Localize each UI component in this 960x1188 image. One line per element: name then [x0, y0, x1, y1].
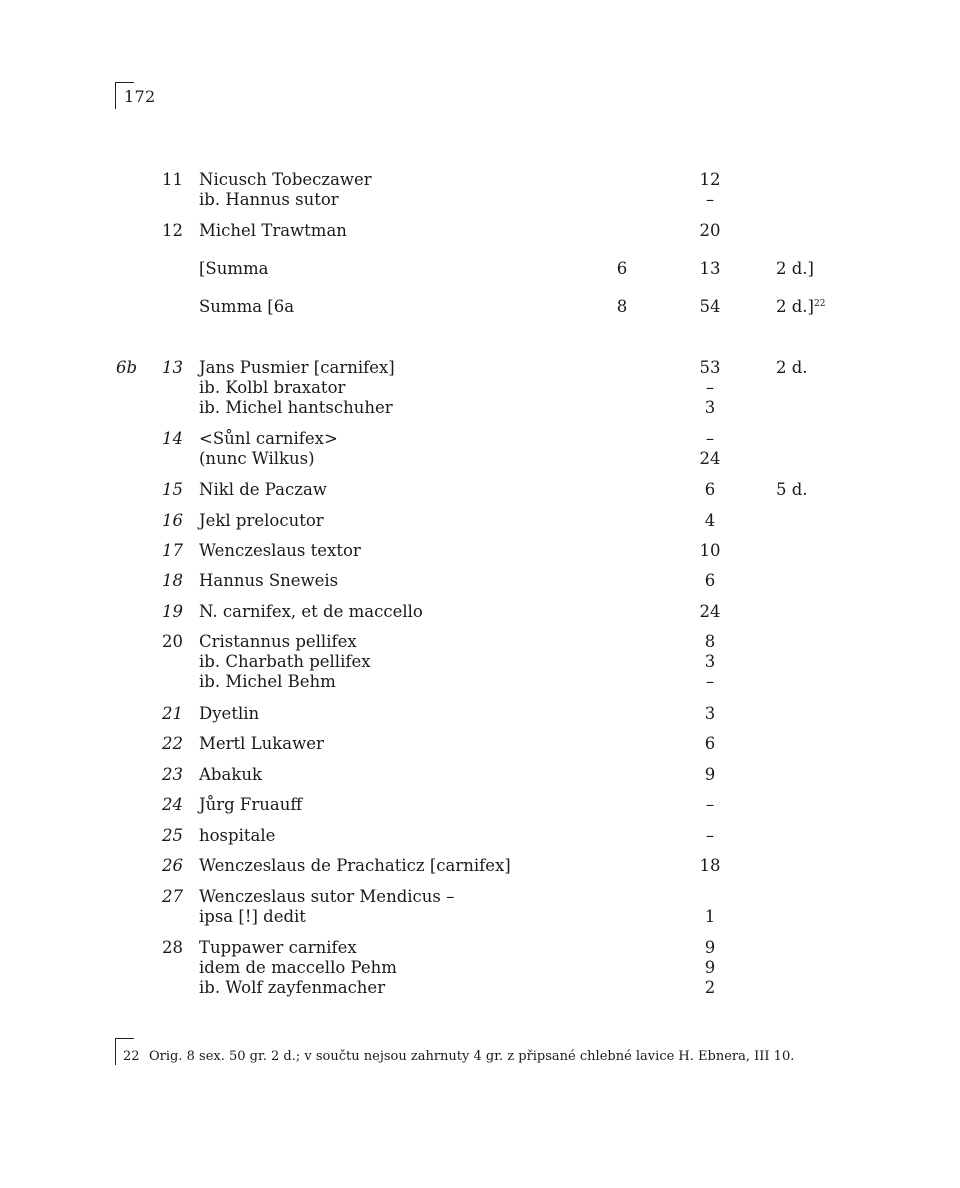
- entry-line: [0, 632, 960, 652]
- entry-line: [0, 887, 960, 907]
- amount-groschen: –: [705, 795, 715, 814]
- entry-name: Michel Trawtman: [199, 221, 347, 240]
- entry-row: [0, 571, 960, 591]
- entry-name: Wenczeslaus de Prachaticz [carnifex]: [199, 856, 511, 875]
- entry-line: [0, 480, 960, 500]
- entry-row: [0, 765, 960, 785]
- amount-sexagena: 8: [616, 297, 628, 316]
- entry-name: hospitale: [199, 826, 276, 845]
- entry-name: Wenczeslaus textor: [199, 541, 361, 560]
- entry-line: [0, 170, 960, 190]
- entry-name: ib. Hannus sutor: [199, 190, 339, 209]
- entry-line: [0, 978, 960, 998]
- entry-name: ib. Kolbl braxator: [199, 378, 346, 397]
- entry-number: 26: [162, 856, 183, 875]
- entry-number: 20: [162, 632, 183, 651]
- amount-groschen: 3: [704, 652, 716, 671]
- footnote-reference[interactable]: 22: [814, 299, 826, 309]
- entry-line: [0, 938, 960, 958]
- entry-name: Dyetlin: [199, 704, 260, 723]
- amount-groschen: –: [705, 429, 715, 448]
- entry-line: [0, 704, 960, 724]
- amount-denarius-value: 5 d.: [776, 480, 808, 499]
- entry-name: Jekl prelocutor: [199, 511, 324, 530]
- entry-number: 12: [162, 221, 183, 240]
- amount-denarius-value: 2 d.: [776, 358, 808, 377]
- entry-line: [0, 221, 960, 241]
- amount-groschen: –: [705, 378, 715, 397]
- entry-number: 19: [162, 602, 183, 621]
- amount-denarius-value: 2 d.]: [776, 297, 814, 316]
- entry-name: idem de maccello Pehm: [199, 958, 397, 977]
- amount-groschen: –: [705, 672, 715, 691]
- entry-name: Tuppawer carnifex: [199, 938, 357, 957]
- entry-row: [0, 887, 960, 927]
- entry-line: [0, 429, 960, 449]
- entry-line: [0, 734, 960, 754]
- entry-line: [0, 541, 960, 561]
- entry-name: ib. Michel hantschuher: [199, 398, 393, 417]
- entry-number: 25: [162, 826, 183, 845]
- entry-row: [0, 938, 960, 998]
- amount-groschen: 24: [699, 602, 721, 621]
- entry-number: 28: [162, 938, 183, 957]
- entry-number: 17: [162, 541, 183, 560]
- footnote: [115, 1038, 915, 1066]
- amount-denarius: [776, 297, 825, 317]
- entry-line: [0, 602, 960, 622]
- entry-line: [0, 378, 960, 398]
- amount-groschen: 9: [704, 765, 716, 784]
- entry-line: [0, 398, 960, 418]
- amount-groschen: 53: [699, 358, 721, 377]
- entry-name: Jans Pusmier [carnifex]: [199, 358, 395, 377]
- entry-row: [0, 170, 960, 210]
- entry-row: [0, 602, 960, 622]
- amount-groschen: 4: [704, 511, 716, 530]
- amount-groschen: –: [705, 826, 715, 845]
- entry-row: [0, 221, 960, 241]
- entry-name: [Summa: [199, 259, 269, 278]
- entry-line: [0, 652, 960, 672]
- entry-row: [0, 826, 960, 846]
- entry-line: [0, 358, 960, 378]
- entry-row: [0, 429, 960, 469]
- amount-denarius: [776, 259, 814, 279]
- entry-name: Mertl Lukawer: [199, 734, 324, 753]
- entry-row: [0, 480, 960, 500]
- entry-number: 27: [162, 887, 183, 906]
- entry-row: [0, 704, 960, 724]
- entry-name: ib. Wolf zayfenmacher: [199, 978, 386, 997]
- amount-groschen: 18: [699, 856, 721, 875]
- entry-row: [0, 511, 960, 531]
- entry-name: Jůrg Fruauff: [199, 795, 303, 814]
- amount-denarius-value: 2 d.]: [776, 259, 814, 278]
- entry-number: 23: [162, 765, 183, 784]
- entry-name: Nikl de Paczaw: [199, 480, 327, 499]
- entry-number: 21: [162, 704, 183, 723]
- amount-groschen: 10: [699, 541, 721, 560]
- entry-name: Cristannus pellifex: [199, 632, 357, 651]
- amount-groschen: –: [705, 190, 715, 209]
- entry-row: [0, 358, 960, 418]
- entry-number: 22: [162, 734, 183, 753]
- amount-denarius: [776, 358, 808, 378]
- entry-line: [0, 190, 960, 210]
- amount-groschen: 9: [704, 938, 716, 957]
- entry-line: [0, 259, 960, 279]
- entry-row: [0, 632, 960, 692]
- entry-row: [0, 259, 960, 279]
- entry-line: [0, 907, 960, 927]
- page-number: 172: [124, 87, 156, 106]
- entry-line: [0, 449, 960, 469]
- entry-name: Hannus Sneweis: [199, 571, 339, 590]
- entry-name: Wenczeslaus sutor Mendicus –: [199, 887, 455, 906]
- amount-groschen: 6: [704, 480, 716, 499]
- entry-number: 14: [162, 429, 183, 448]
- amount-groschen: 1: [704, 907, 716, 926]
- amount-denarius: [776, 480, 808, 500]
- entry-name: ib. Charbath pellifex: [199, 652, 371, 671]
- entry-name: N. carnifex, et de maccello: [199, 602, 423, 621]
- amount-groschen: 2: [704, 978, 716, 997]
- entry-name: ib. Michel Behm: [199, 672, 336, 691]
- entry-name: ipsa [!] dedit: [199, 907, 306, 926]
- amount-groschen: 6: [704, 734, 716, 753]
- amount-groschen: 54: [699, 297, 721, 316]
- entry-number: 11: [162, 170, 183, 189]
- amount-groschen: 3: [704, 398, 716, 417]
- amount-groschen: 20: [699, 221, 721, 240]
- entry-line: [0, 672, 960, 692]
- amount-groschen: 12: [699, 170, 721, 189]
- entry-number: 15: [162, 480, 183, 499]
- footnote-number: 22: [123, 1049, 140, 1064]
- entry-number: 24: [162, 795, 183, 814]
- entry-name: Summa [6a: [199, 297, 295, 316]
- amount-groschen: 9: [704, 958, 716, 977]
- entry-line: [0, 571, 960, 591]
- entry-row: [0, 297, 960, 317]
- entry-line: [0, 958, 960, 978]
- entry-line: [0, 826, 960, 846]
- entry-name: Abakuk: [199, 765, 262, 784]
- amount-sexagena: 6: [616, 259, 628, 278]
- amount-groschen: 13: [699, 259, 721, 278]
- entry-number: 16: [162, 511, 183, 530]
- entry-row: [0, 856, 960, 876]
- entry-line: [0, 795, 960, 815]
- entry-number: 18: [162, 571, 183, 590]
- footnote-text: Orig. 8 sex. 50 gr. 2 d.; v součtu nejsou zahrnuty 4 gr. z připsané chlebné lavice H. Ebnera, III 10.: [149, 1049, 795, 1064]
- amount-groschen: 8: [704, 632, 716, 651]
- entry-name: <Sůnl carnifex>: [199, 429, 338, 448]
- entry-line: [0, 856, 960, 876]
- amount-groschen: 6: [704, 571, 716, 590]
- amount-groschen: 24: [699, 449, 721, 468]
- entry-row: [0, 734, 960, 754]
- entry-row: [0, 795, 960, 815]
- entry-number: 13: [162, 358, 183, 377]
- entry-line: [0, 511, 960, 531]
- entry-name: Nicusch Tobeczawer: [199, 170, 372, 189]
- amount-groschen: 3: [704, 704, 716, 723]
- folio-label: 6b: [116, 358, 138, 377]
- entry-line: [0, 765, 960, 785]
- entry-row: [0, 541, 960, 561]
- entry-line: [0, 297, 960, 317]
- entry-name: (nunc Wilkus): [199, 449, 315, 468]
